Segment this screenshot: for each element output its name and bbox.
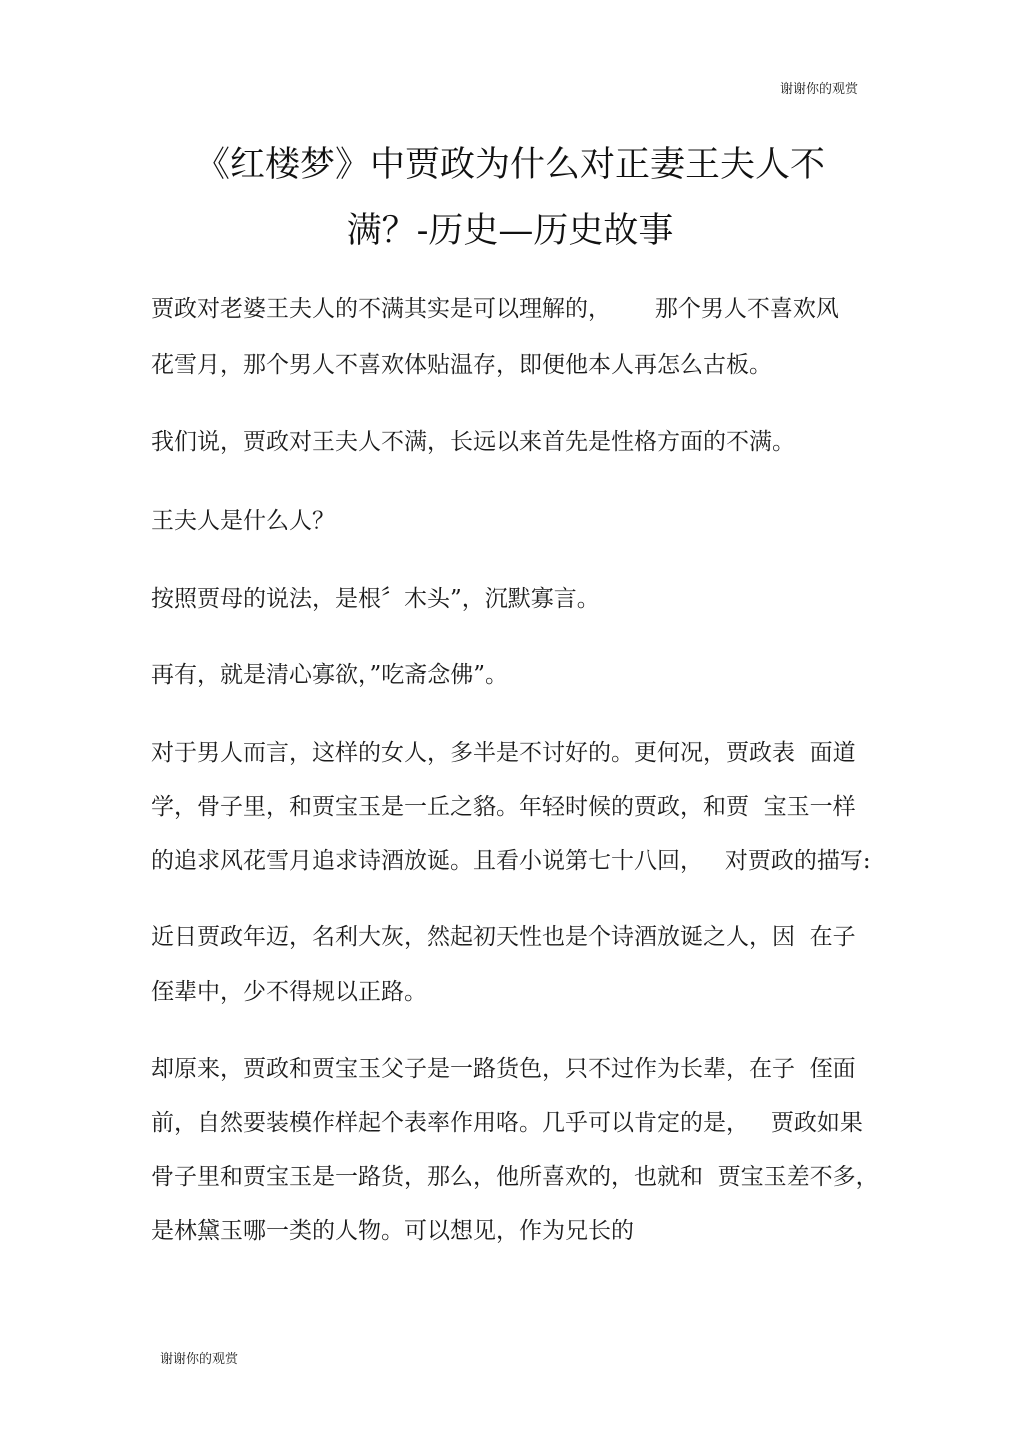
paragraph-7-line-1: 近日贾政年迈，名利大灰，然起初天性也是个诗酒放诞之人，因 在子 — [151, 924, 856, 950]
paragraph-3: 王夫人是什么人？ — [151, 508, 335, 534]
page-footer-note: 谢谢你的观赏 — [160, 1352, 239, 1367]
paragraph-7-line-2: 侄辈中，少不得规以正路。 — [151, 979, 427, 1005]
paragraph-8-line-1: 却原来，贾政和贾宝玉父子是一路货色，只不过作为长辈，在子 侄面 — [151, 1056, 856, 1082]
paragraph-8-line-4: 是林黛玉哪一类的人物。可以想见，作为兄长的 — [151, 1218, 634, 1244]
article-title-line-2: 满？-历史—历史故事 — [346, 211, 674, 251]
paragraph-5: 再有，就是清心寡欲，”吃斋念佛”。 — [151, 662, 509, 688]
paragraph-1-line-1: 贾政对老婆王夫人的不满其实是可以理解的， 那个男人不喜欢风 — [151, 296, 839, 322]
paragraph-6-line-1: 对于男人而言，这样的女人，多半是不讨好的。更何况，贾政表 面道 — [151, 740, 856, 766]
paragraph-4: 按照贾母的说法，是根〞木头”，沉默寡言。 — [151, 586, 600, 612]
paragraph-6-line-2: 学，骨子里，和贾宝玉是一丘之貉。年轻时候的贾政，和贾 宝玉一样 — [151, 794, 856, 820]
paragraph-2: 我们说，贾政对王夫人不满，长远以来首先是性格方面的不满。 — [151, 429, 795, 455]
page-header-note: 谢谢你的观赏 — [780, 82, 859, 97]
paragraph-1-line-2: 花雪月，那个男人不喜欢体贴温存，即便他本人再怎么古板。 — [151, 352, 772, 378]
paragraph-8-line-2: 前，自然要装模作样起个表率作用咯。几乎可以肯定的是， 贾政如果 — [151, 1110, 863, 1136]
paragraph-6-line-3: 的追求风花雪月追求诗酒放诞。且看小说第七十八回， 对贾政的描写: — [151, 848, 871, 874]
article-title-line-1: 《红楼梦》中贾政为什么对正妻王夫人不 — [194, 145, 825, 185]
paragraph-8-line-3: 骨子里和贾宝玉是一路货，那么，他所喜欢的，也就和 贾宝玉差不多， — [151, 1164, 879, 1190]
